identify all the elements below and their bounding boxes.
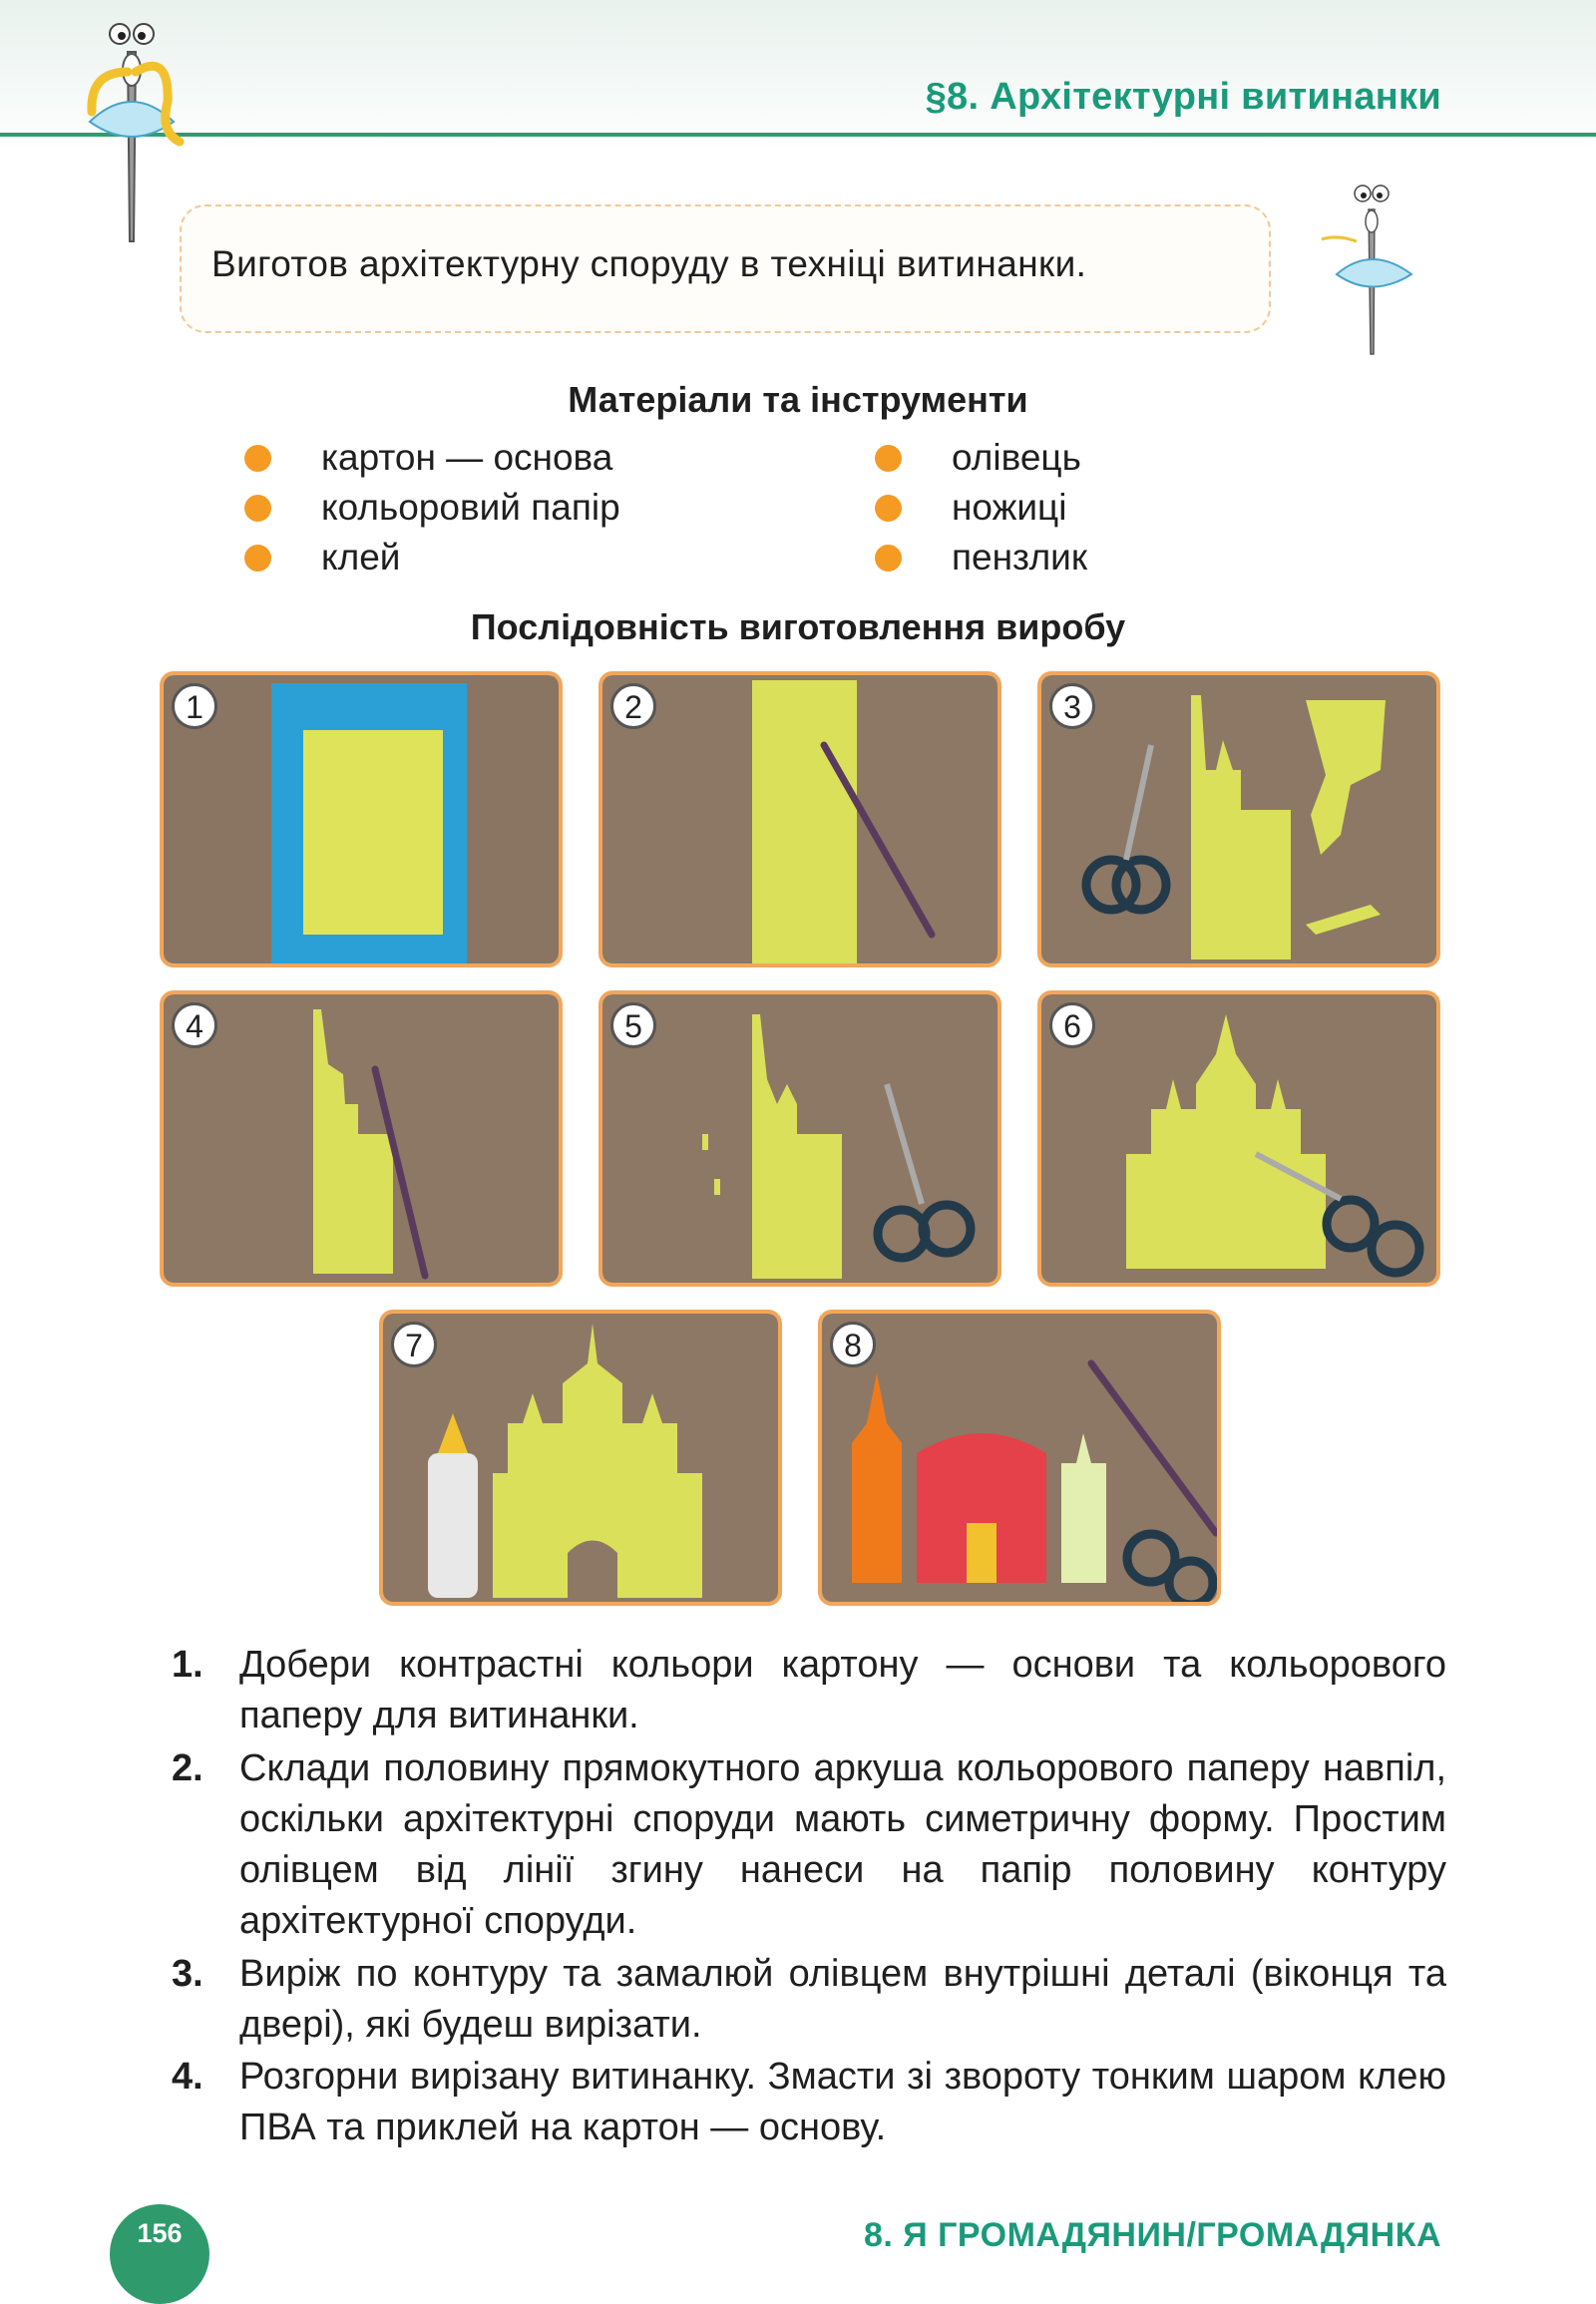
- header-background: [0, 0, 1596, 150]
- material-item: пензлик: [875, 537, 1087, 578]
- step-badge: 3: [1049, 683, 1095, 729]
- material-item: картон — основа: [244, 437, 612, 479]
- instruction-step: [172, 1640, 1446, 1741]
- step-text: Виріж по контуру та замалюй олівцем внутрішні деталі (віконця та двері), які будеш вирізати.: [239, 1953, 1446, 2046]
- material-item: ножиці: [875, 487, 1066, 529]
- step-text: Розгорни вирізану витинанку. Змасти зі звороту тонким шаром клею ПВА та приклей на картон — основу.: [239, 2056, 1446, 2148]
- instruction-step: [172, 1743, 1446, 1947]
- step-photo-7: [379, 1310, 782, 1606]
- step-text: Склади половину прямокутного аркуша кольорового паперу навпіл, оскільки архітектурні споруди мають симетричну форму. Простим олівцем від лінії згину нанеси на папір половину контуру архітектурної споруди.: [239, 1747, 1446, 1942]
- step-photo-6: [1037, 990, 1440, 1287]
- step-badge: 2: [610, 683, 656, 729]
- material-item: олівець: [875, 437, 1081, 479]
- bullet-dot: [244, 545, 271, 572]
- step-photo-5: [598, 990, 1001, 1287]
- step-photo-8: [818, 1310, 1221, 1606]
- step-badge: 7: [391, 1322, 437, 1367]
- bullet-dot: [875, 545, 902, 572]
- step-number: 2.: [172, 1747, 203, 1789]
- material-item: кольоровий папір: [244, 487, 620, 529]
- section-title: §8. Архітектурні витинанки: [925, 76, 1441, 118]
- instruction-step: [172, 2052, 1446, 2153]
- step-badge: 8: [830, 1322, 876, 1367]
- needle-mascot-small-icon: [1317, 180, 1426, 359]
- sequence-heading: Послідовність виготовлення виробу: [470, 606, 1126, 647]
- step-badge: 5: [610, 1002, 656, 1048]
- bullet-dot: [875, 495, 902, 522]
- material-item: клей: [244, 537, 400, 578]
- task-text: Виготов архітектурну споруду в техніці витинанки.: [211, 243, 1087, 284]
- step-text: Добери контрастні кольори картону — основи та кольорового паперу для витинанки.: [239, 1644, 1446, 1736]
- step-photo-2: [598, 671, 1001, 967]
- header-rule: [0, 133, 1596, 137]
- bullet-dot: [875, 445, 902, 472]
- step-badge: 1: [172, 683, 217, 729]
- step-number: 1.: [172, 1644, 203, 1686]
- bullet-dot: [244, 495, 271, 522]
- materials-heading: Матеріали та інструменти: [568, 379, 1028, 420]
- step-photo-3: [1037, 671, 1440, 967]
- bullet-dot: [244, 445, 271, 472]
- step-photo-4: [160, 990, 563, 1287]
- instruction-step: [172, 1949, 1446, 2051]
- step-badge: 4: [172, 1002, 217, 1048]
- step-number: 4.: [172, 2056, 203, 2098]
- chapter-title: 8. Я ГРОМАДЯНИН/ГРОМАДЯНКА: [863, 2216, 1441, 2254]
- step-badge: 6: [1049, 1002, 1095, 1048]
- step-photo-1: [160, 671, 563, 967]
- step-number: 3.: [172, 1953, 203, 1995]
- page-number: 156: [110, 2204, 209, 2304]
